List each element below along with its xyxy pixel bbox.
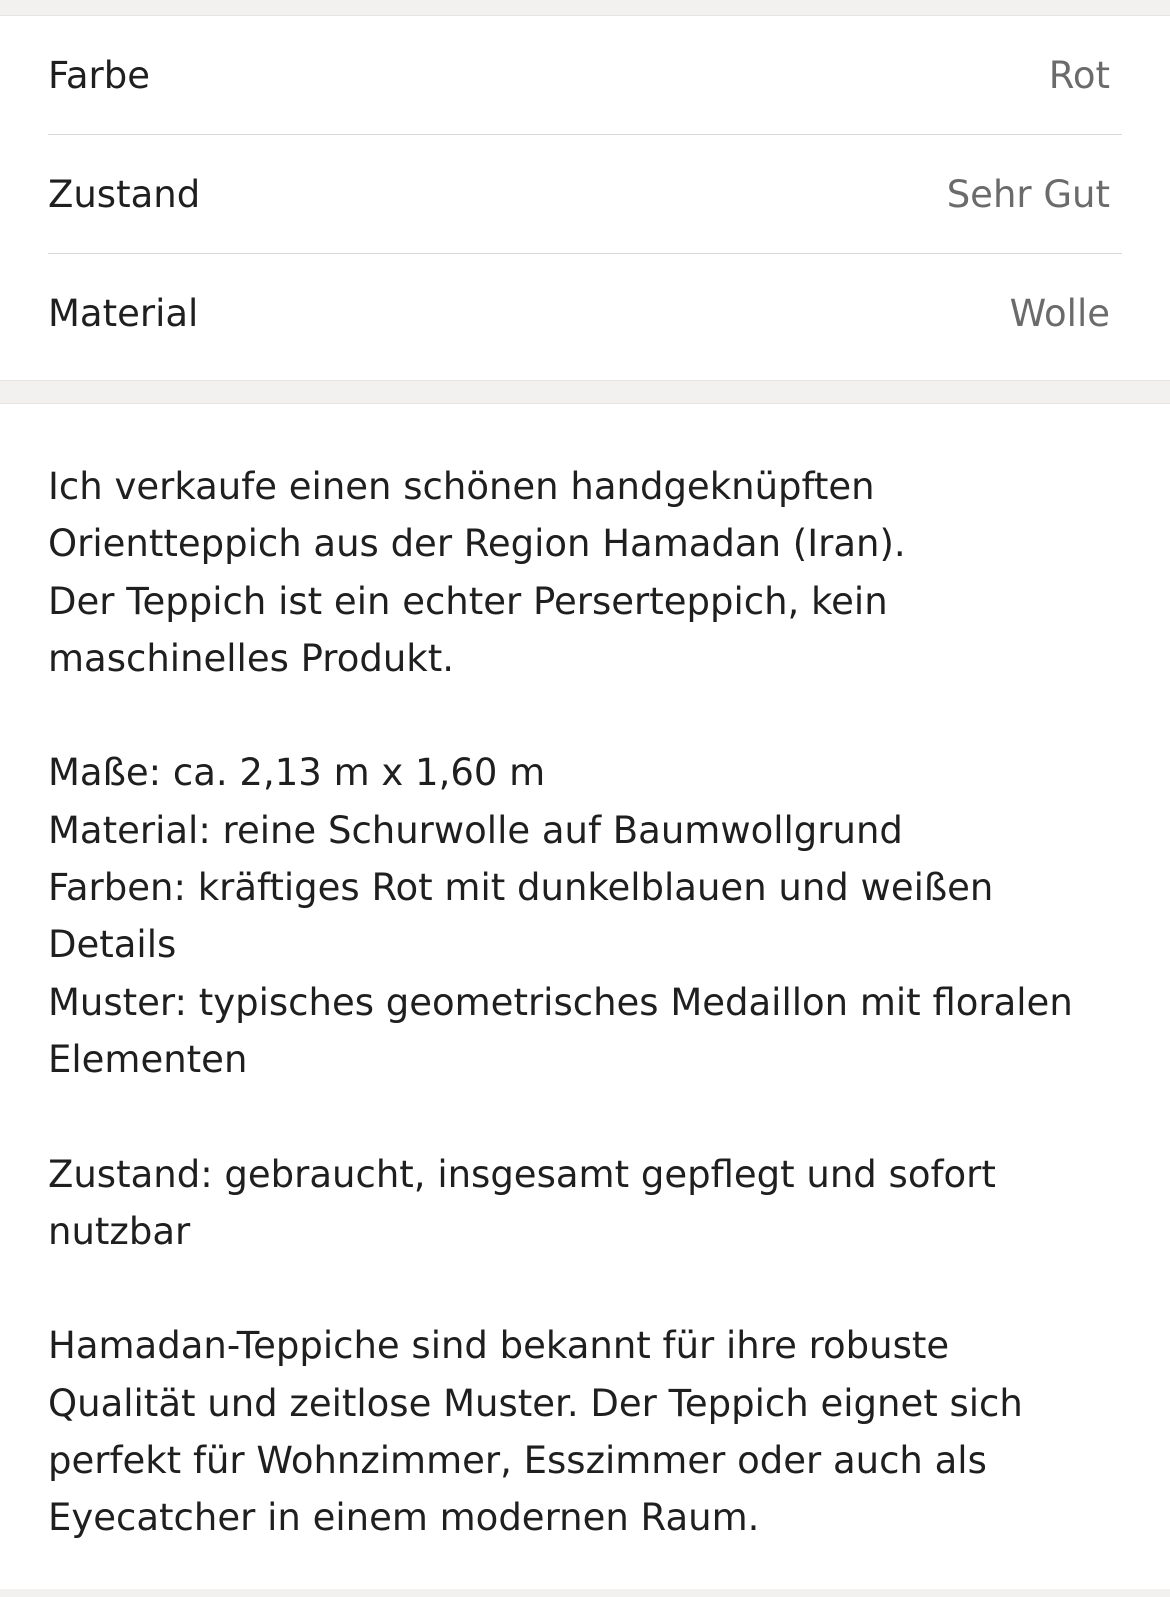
description-paragraph-intro — [48, 458, 1138, 687]
section-divider-band — [0, 380, 1170, 404]
attribute-row-material — [48, 254, 1122, 373]
top-divider-band — [0, 0, 1170, 16]
attribute-list — [48, 16, 1122, 373]
description-line: Qualität und zeitlose Muster. Der Teppich eignet sich — [48, 1381, 1023, 1425]
description-paragraph-closing — [48, 1317, 1138, 1546]
description-line: Muster: typisches geometrisches Medaillon mit floralen — [48, 980, 1073, 1024]
description-line: Maße: ca. 2,13 m x 1,60 m — [48, 751, 546, 795]
attribute-label: Material — [48, 292, 199, 335]
attribute-label: Farbe — [48, 53, 151, 97]
description-line: maschinelles Produkt. — [48, 636, 454, 680]
description-line: Eyecatcher in einem modernen Raum. — [48, 1496, 760, 1540]
attribute-row-zustand — [48, 135, 1122, 254]
description-line: nutzbar — [48, 1209, 191, 1253]
bottom-divider-band — [0, 1589, 1170, 1597]
description-line: Orientteppich aus der Region Hamadan (Iran). — [48, 522, 906, 566]
description-paragraph-condition — [48, 1146, 1138, 1261]
description-line: perfekt für Wohnzimmer, Esszimmer oder auch als — [48, 1439, 987, 1483]
description-paragraph-details — [48, 744, 1138, 1088]
description-line: Material: reine Schurwolle auf Baumwollgrund — [48, 808, 903, 852]
attribute-row-farbe — [48, 16, 1122, 135]
description-line: Der Teppich ist ein echter Perserteppich, kein — [48, 579, 888, 623]
attribute-value: Rot — [1048, 53, 1110, 97]
description-line: Zustand: gebraucht, insgesamt gepflegt und sofort — [48, 1152, 996, 1196]
description-line: Hamadan-Teppiche sind bekannt für ihre robuste — [48, 1324, 950, 1368]
attribute-value: Sehr Gut — [946, 172, 1110, 216]
item-description — [48, 458, 1138, 1547]
attribute-label: Zustand — [48, 172, 201, 216]
description-line: Elementen — [48, 1037, 248, 1081]
description-line: Ich verkaufe einen schönen handgeknüpften — [48, 465, 875, 508]
attribute-value: Wolle — [1009, 292, 1110, 335]
description-line: Details — [48, 923, 177, 967]
description-line: Farben: kräftiges Rot mit dunkelblauen und weißen — [48, 866, 994, 910]
